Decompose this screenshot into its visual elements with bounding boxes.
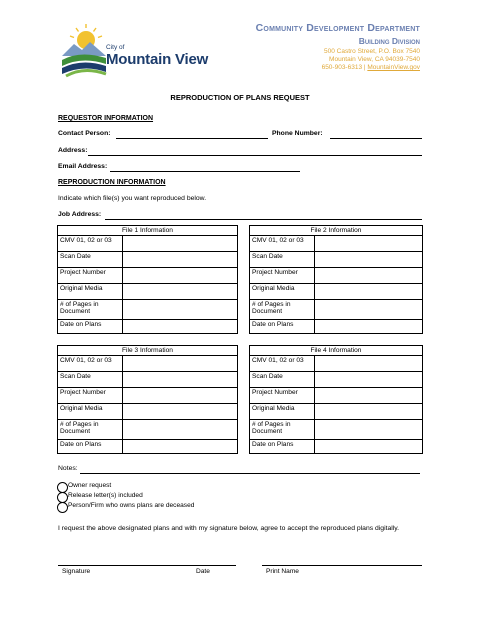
file-4-date-on-plans-field[interactable] — [315, 440, 423, 454]
division-title: Building Division — [358, 36, 420, 46]
file-3-date-on-plans-field[interactable] — [123, 440, 238, 454]
file-4-original-media-field[interactable] — [315, 404, 423, 420]
row-label-scan-date: Scan Date — [58, 252, 123, 268]
signature-line[interactable] — [58, 565, 236, 566]
address-line-1: 500 Castro Street, P.O. Box 7540 — [324, 48, 420, 55]
file-3-original-media-field[interactable] — [123, 404, 238, 420]
signature-label: Signature — [62, 568, 91, 575]
row-label-project-number: Project Number — [58, 388, 123, 404]
row-label-project-number: Project Number — [250, 268, 315, 284]
row-label-scan-date: Scan Date — [58, 372, 123, 388]
pages-line-1: # of Pages in — [60, 421, 99, 428]
job-address-field[interactable] — [105, 211, 422, 220]
file-3-title: File 3 Information — [58, 346, 238, 356]
file-3-pages-field[interactable] — [123, 420, 238, 440]
file-4-scan-date-field[interactable] — [315, 372, 423, 388]
file-1-original-media-field[interactable] — [123, 284, 238, 300]
mountain-logo-icon — [60, 22, 108, 78]
phone-number-field[interactable] — [330, 130, 422, 139]
file-1-date-on-plans-field[interactable] — [123, 320, 238, 334]
row-label-scan-date: Scan Date — [250, 252, 315, 268]
requestor-heading: REQUESTOR INFORMATION — [58, 115, 154, 122]
row-label-cmv: CMV 01, 02 or 03 — [58, 356, 123, 372]
reproduction-heading: REPRODUCTION INFORMATION — [58, 179, 166, 186]
form-title: REPRODUCTION OF PLANS REQUEST — [170, 93, 310, 102]
address-field[interactable] — [88, 147, 422, 156]
notes-label: Notes: — [58, 465, 78, 472]
file-3-scan-date-field[interactable] — [123, 372, 238, 388]
row-label-scan-date: Scan Date — [250, 372, 315, 388]
row-label-pages — [58, 300, 123, 320]
row-label-original-media: Original Media — [58, 284, 123, 300]
owner-request-label: Owner request — [68, 482, 112, 489]
deceased-owner-radio[interactable] — [57, 502, 68, 513]
notes-field[interactable] — [80, 465, 420, 474]
row-label-project-number: Project Number — [58, 268, 123, 284]
row-label-original-media: Original Media — [250, 404, 315, 420]
job-address-label: Job Address: — [58, 211, 102, 218]
contact-person-label: Contact Person: — [58, 130, 111, 137]
row-label-pages — [250, 300, 315, 320]
file-2-date-on-plans-field[interactable] — [315, 320, 423, 334]
file-4-title: File 4 Information — [250, 346, 423, 356]
pages-line-2: Document — [60, 308, 91, 315]
department-title: Community Development Department — [255, 22, 420, 34]
email-address-field[interactable] — [110, 163, 300, 172]
pages-line-1: # of Pages in — [60, 301, 99, 308]
agreement-text: I request the above designated plans and with my signature below, agree to accept the reproduced plans digitally. — [58, 525, 400, 532]
file-4-project-number-field[interactable] — [315, 388, 423, 404]
logo-mountain-view: Mountain View — [106, 51, 209, 68]
row-label-date-on-plans: Date on Plans — [58, 320, 123, 334]
print-name-line[interactable] — [262, 565, 422, 566]
file-4-pages-field[interactable] — [315, 420, 423, 440]
row-label-original-media: Original Media — [58, 404, 123, 420]
print-name-label: Print Name — [266, 568, 299, 575]
row-label-cmv: CMV 01, 02 or 03 — [250, 356, 315, 372]
contact-person-field[interactable] — [116, 130, 268, 139]
file-2-table — [249, 225, 423, 334]
logo-city-of: City of — [106, 44, 125, 51]
file-1-table — [57, 225, 238, 334]
address-line-2: Mountain View, CA 94039-7540 — [329, 56, 420, 63]
file-2-title: File 2 Information — [250, 226, 423, 236]
file-1-cmv-field[interactable] — [123, 236, 238, 252]
email-address-label: Email Address: — [58, 163, 108, 170]
file-1-project-number-field[interactable] — [123, 268, 238, 284]
file-3-project-number-field[interactable] — [123, 388, 238, 404]
row-label-cmv: CMV 01, 02 or 03 — [250, 236, 315, 252]
file-2-original-media-field[interactable] — [315, 284, 423, 300]
row-label-date-on-plans: Date on Plans — [250, 320, 315, 334]
city-logo — [60, 22, 210, 78]
pages-line-1: # of Pages in — [252, 301, 291, 308]
file-2-pages-field[interactable] — [315, 300, 423, 320]
release-letters-label: Release letter(s) included — [68, 492, 143, 499]
row-label-original-media: Original Media — [250, 284, 315, 300]
website-link[interactable]: MountainView.gov — [367, 64, 420, 71]
file-4-cmv-field[interactable] — [315, 356, 423, 372]
row-label-cmv: CMV 01, 02 or 03 — [58, 236, 123, 252]
file-2-scan-date-field[interactable] — [315, 252, 423, 268]
row-label-pages — [250, 420, 315, 440]
reproduction-instruction: Indicate which file(s) you want reproduced below. — [58, 195, 207, 202]
row-label-project-number: Project Number — [250, 388, 315, 404]
phone-number-label: Phone Number: — [272, 130, 323, 137]
file-1-title: File 1 Information — [58, 226, 238, 236]
file-3-cmv-field[interactable] — [123, 356, 238, 372]
pages-line-2: Document — [252, 428, 283, 435]
deceased-owner-label: Person/Firm who owns plans are deceased — [68, 502, 195, 509]
row-label-date-on-plans: Date on Plans — [250, 440, 315, 454]
date-label: Date — [196, 568, 210, 575]
address-label: Address: — [58, 147, 88, 154]
department-block — [256, 22, 420, 71]
file-1-scan-date-field[interactable] — [123, 252, 238, 268]
file-2-project-number-field[interactable] — [315, 268, 423, 284]
pages-line-2: Document — [252, 308, 283, 315]
pages-line-1: # of Pages in — [252, 421, 291, 428]
file-2-cmv-field[interactable] — [315, 236, 423, 252]
phone-text: 650-903-6313 | — [321, 64, 368, 71]
phone-website-line — [256, 64, 420, 71]
file-1-pages-field[interactable] — [123, 300, 238, 320]
file-4-table — [249, 345, 423, 454]
pages-line-2: Document — [60, 428, 91, 435]
file-3-table — [57, 345, 238, 454]
row-label-date-on-plans: Date on Plans — [58, 440, 123, 454]
row-label-pages — [58, 420, 123, 440]
